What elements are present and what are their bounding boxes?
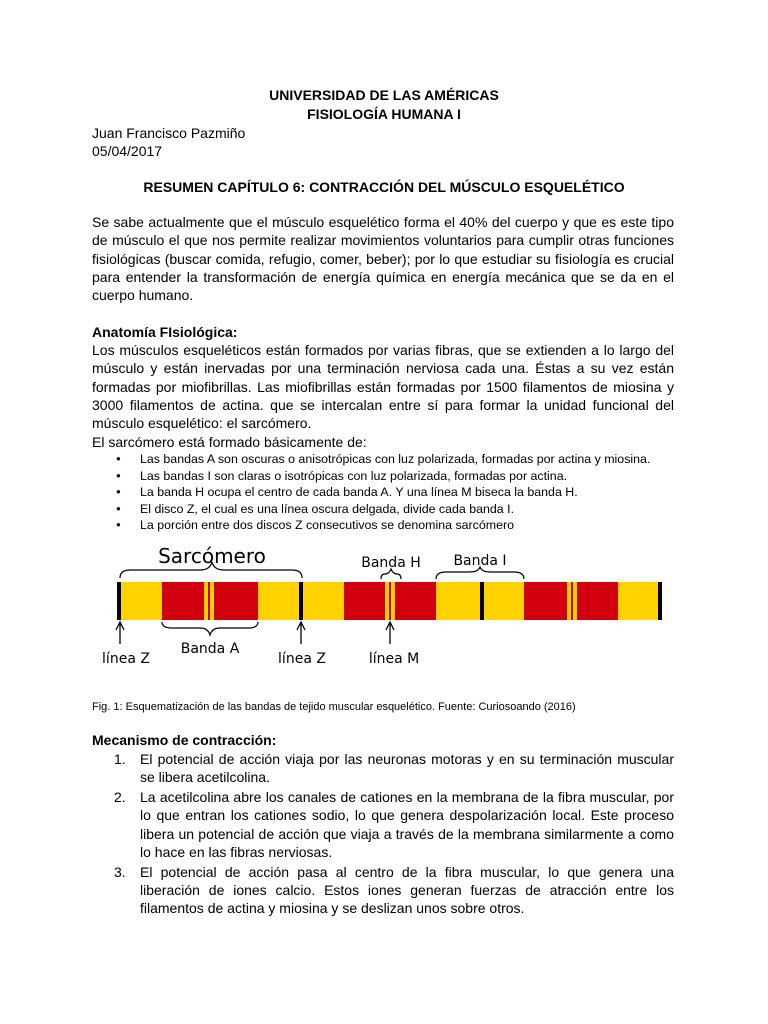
bullet-item: ● La banda H ocupa el centro de cada banda A. Y una línea M biseca la banda H.: [92, 484, 692, 501]
line-m: [208, 582, 210, 620]
mechanism-heading: Mecanismo de contracción:: [92, 732, 277, 748]
document-title: RESUMEN CAPÍTULO 6: CONTRACCIÓN DEL MÚSCULO ESQUELÉTICO: [143, 179, 625, 195]
sarcomere-lead: El sarcómero está formado básicamente de:: [92, 434, 367, 450]
step-text: La acetilcolina abre los canales de cationes en la membrana de la fibra muscular, por lo que entran los cationes sodio, lo que genera despolarización local. Este proceso libera un potencial de acción que viaja a través de la membrana similarmente a como lo hace en las fibras nerviosas.: [140, 789, 674, 860]
step-number: 2.: [114, 789, 126, 806]
step-text: El potencial de acción viaja por las neuronas motoras y en su terminación muscular se libera acetilcolina.: [140, 751, 674, 786]
list-item: [92, 863, 674, 918]
author-name: Juan Francisco Pazmiño: [92, 125, 246, 141]
intro-paragraph: Se sabe actualmente que el músculo esquelético forma el 40% del cuerpo y que es este tipo de músculo el que nos permite realizar movimientos voluntarios para cumplir otras funciones fisiológicas (buscar comida, refugio, comer, beber); por lo que estudiar su fisiología es crucial para entender la transformación de energía química en energía mecánica que se da en el cuerpo humano.: [92, 214, 674, 304]
label-band-a: Banda A: [180, 641, 240, 657]
line-z: [480, 582, 484, 620]
step-number: 1.: [114, 751, 126, 767]
line-m: [389, 582, 391, 620]
university-name: UNIVERSIDAD DE LAS AMÉRICAS: [269, 87, 499, 103]
figure-caption: Fig. 1: Esquematización de las bandas de tejido muscular esquelético. Fuente: Curiosoando (2016): [92, 701, 576, 713]
label-band-i: Banda I: [453, 553, 507, 569]
bullet-item: ● Las bandas A son oscuras o anisotrópicas con luz polarizada, formadas por actina y miosina.: [92, 451, 692, 468]
label-line-z: línea Z: [102, 651, 150, 667]
line-z: [299, 582, 303, 620]
sarcomere-bullet-list: [92, 451, 692, 534]
anatomy-heading: Anatomía FIsiológica:: [92, 324, 238, 340]
step-text: El potencial de acción pasa al centro de la fibra muscular, lo que genera una liberación de iones calcio. Estos iones generan fuerzas de atracción entre los filamentos de actina y miosina y se deslizan unos sobre otros.: [140, 863, 674, 917]
label-sarcomere: Sarcómero: [158, 544, 266, 568]
bullet-item: ● La porción entre dos discos Z consecutivos se denomina sarcómero: [92, 517, 692, 534]
list-item: [92, 750, 674, 787]
label-band-h: Banda H: [361, 555, 421, 571]
mechanism-steps-list: [92, 750, 674, 919]
bullet-item: ● El disco Z, el cual es una línea oscura delgada, divide cada banda I.: [92, 501, 692, 518]
line-z: [117, 582, 121, 620]
document-date: 05/04/2017: [92, 143, 163, 159]
label-line-z: línea Z: [278, 651, 326, 667]
course-name: FISIOLOGÍA HUMANA I: [307, 106, 461, 122]
anatomy-paragraph: Los músculos esqueléticos están formados por varias fibras, que se extienden a lo largo del músculo y están inervadas por una terminación nerviosa cada una. Éstas a su vez están formadas por miofibrillas. Las miofibrillas están formadas por 1500 filamentos de miosina y 3000 filamentos de actina. que se intercalan entre sí para formar la unidad funcional del músculo esquelético: el sarcómero.: [92, 342, 674, 432]
label-line-m: línea M: [368, 651, 420, 667]
line-m: [571, 582, 573, 620]
list-item: [92, 788, 674, 861]
line-z: [658, 582, 662, 620]
bullet-item: ● Las bandas I son claras o isotrópicas con luz polarizada, formadas por actina.: [92, 468, 692, 485]
sarcomere-diagram: [0, 532, 768, 692]
step-number: 3.: [114, 863, 126, 880]
